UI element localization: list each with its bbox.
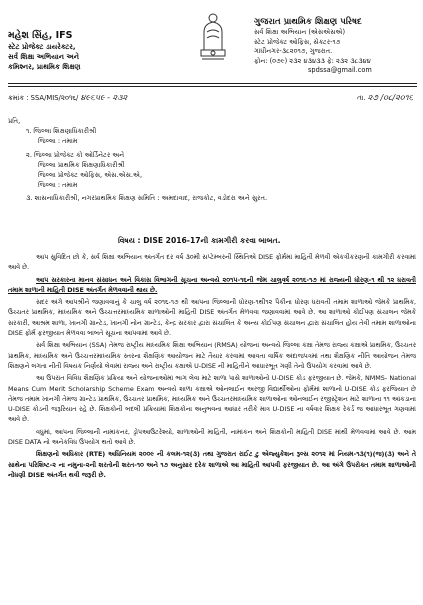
body-paragraph-rte: શિક્ષણનો અધિકાર (RTE) અધિનિયમ ૨૦૦૯ ની કલમ-૧૨(૩) તથા ગુજરાત રાઈટ ટુ એજ્યુકેશન રૂલ્સ ૨૦૧૨ માં નિયમ-૧૩(૧)(જ)(૩) અને તે સાથેના પરિશિષ્ટ-૨ ના નમુના-૨ની શરતોની શરત-૧૦ અને ૧૭ અનુસાર દરેક શાળાએ આ માહિતી આપવી ફરજીયાત છે. આ અંગે ઉપરોક્ત તમામ શાળાઓની નોંધણી DISE અંતર્ગત થવી જરૂરી છે. <box>8 450 416 479</box>
body-paragraph: વધુમાં, આપના જિલ્લાની નામાંકનર, ડ્રોપઆઉટરેશ્યો, શાળાઓની માહિતી, નામાંકન અને શિક્ષકોની માહિતી DISE માંથી મેળવવામાં આવે છે. આમ DISE DATA નો અનેકવિધ ઉપયોગ થતો આવે છે. <box>8 427 416 447</box>
subject-line: વિષય : DISE 2016-17ની કામગીરી કરવા બાબત. <box>118 236 281 245</box>
officer-name: મહેશ સિંહ, IFS <box>8 30 73 41</box>
ref-number-handwritten: ૪૯૬૫૯ - ૨૩૨ <box>80 93 128 102</box>
address-line-3: ગાંધીનગર-૩૮૨૦૧૭, ગુજરાત. <box>254 47 333 56</box>
header-divider <box>8 83 417 84</box>
recipient-line: જિલ્લા : તમામ <box>38 137 78 146</box>
recipients <box>8 116 418 204</box>
reference-line <box>8 92 413 104</box>
recipients-heading: પ્રતિ, <box>8 117 21 125</box>
officer-designation-2: સર્વ શિક્ષા અભિયાન અને <box>8 53 79 61</box>
recipient-line: જિલ્લા : તમામ <box>38 181 78 190</box>
body-paragraph: સર્વ શિક્ષા અભિયાન (SSA) તેમજ રાષ્ટ્રીય માધ્યમિક શિક્ષા અભિયાન (RMSA) યોજના અન્વયે જિલ્લા કક્ષા તેમજ રાજ્ય કક્ષાએ પ્રાથમિક, ઉચ્ચતર પ્રાથમિક, માધ્યમિક અને ઉચ્ચત્તરમાધ્યમિક સ્તરના શૈક્ષણિક આયોજન માટે તૈયાર કરવામાં આવતા વાર્ષિક અંદાજપત્રમાં તથા શૈક્ષણિક નીતિ આયોજન તેમજ શિક્ષણને લગતા નીતી વિષયક નિર્ણયો લેવામાં રાજ્ય અને રાષ્ટ્રીય કક્ષાએ U-DISE ની માહિતીને આધારભૂત ગણી તેનો ઉપયોગ કરવામાં આવે છે. <box>8 341 416 370</box>
recipient-line: ૩. શાસનાધિકારીશ્રી, નગરપ્રાથમિક શિક્ષણ સમિતિ : અમદાવાદ, રાજકોટ, વડોદરા અને સુરત. <box>26 194 268 203</box>
recipient-line: જિલ્લા પ્રોજેક્ટ ઓફિસ, એસ.એસ.એ, <box>38 171 143 180</box>
address-line-2: સ્ટેટ પ્રોજેક્ટ ઓફિસ, સેક્ટર-૧૭ <box>254 37 341 46</box>
recipient-line: ૧. જિલ્લા શિક્ષણાધિકારીશ્રી <box>26 127 97 136</box>
council-name: ગુજરાત પ્રાથમિક શિક્ષણ પરિષદ <box>254 17 362 27</box>
state-emblem-icon <box>196 10 230 62</box>
officer-designation-3: કમિશ્નર, પ્રાથમિક શિક્ષણ <box>8 63 81 71</box>
body-paragraph: આપ સુવિદિત છો કે, સર્વ શિક્ષા અભિયાન અંતર્ગત દર વર્ષ ૩૦મી સપ્ટેમ્બરની સ્થિતિએ DISE ફોર્મમાં માહિતી મેળવી એકત્રીકરણની કામગીરી કરવામાં આવે છે. <box>8 253 416 272</box>
body-paragraph: આ ઉપરાંત વિવિધ શૈક્ષણિક પ્રક્રિયા અને યોજનાઓમાં ભાગ લેવા માટે શાળા પાસે શાળાઓનો U-DISE કોડ ફરજીયાત છે. જેમકે, NMMS- National Means Cum Merit Scholarship Scheme Exam અન્વયે શાળા કક્ષાએ ઓનલાઈન અરજી વિદ્યાર્થીઓના ફોર્મમાં શાળાનો U-DISE કોડ ફરજિયાત છે તેમજ તમામ ખાનગી તેમજ ગ્રાન્ટેડ પ્રાથમિક, ઉચ્ચતર પ્રાથમિક, માધ્યમિક અને ઉચ્ચતરમાધ્યમિક શાળાઓના ઓનલાઈન રજીસ્ટ્રેશન માટે શાળાના ૧૧ આંકડાના U-DISE કોડની જરૂરિયાત રહે છે. શિક્ષકોની બદલી પ્રક્રિયામાં શિક્ષકોના અનુભવના આધાર તરીકે માત્ર U-DISE ના વર્ષવાર શિક્ષક રેકર્ડ જ આધારભૂત ગણવામાં આવે છે. <box>8 374 416 424</box>
letter-date <box>357 92 413 104</box>
body-paragraph: સદર અંગે આપશ્રીને જણાવવાનું કે ચાલુ વર્ષ ૨૦૧૬-૧૭ થી આપના જિલ્લાની ધોરણ-૧થી૧૨ પૈકીના ધોરણ ધરાવતી તમામ શાળાઓ જેમકે પ્રાથમિક, ઉચ્ચતર પ્રાથમિક, માધ્યમિક અને ઉચ્ચત્તરમાધ્યમિક શાળાઓની માહિતી DISE અંતર્ગત મેળવવા જણાવવામાં આવે છે. આ શાળાઓ કોઈપણ સંચાલન જેમકે સરકારી, આશ્રમ શાળા, ખાનગી ગ્રાન્ટેડ, ખાનગી નોન ગ્રાન્ટેડ, કેન્દ્ર સરકાર દ્વારા સંચાલિત કે અન્ય કોઈપણ સંચાલન દ્વારા સંચાલિત હોય તેવી તમામ શાળાઓના DISE ફોર્મ ફરજીયાત મેળવવા બાબતે સૂચના આપવામાં આવે છે. <box>8 298 417 338</box>
header-divider-thin <box>8 86 417 87</box>
date-value-handwritten: ૨૭ /૦૮/૨૦૧૬ <box>367 93 413 102</box>
date-label: તા. <box>357 94 366 102</box>
officer-block <box>8 30 158 72</box>
body-paragraph-emphasis: આપ સરકારના માનવ સંસાધન અને વિકાસ વિભાગની સૂચના અન્વયે ૨૦૧૫-૧૬ની જેમ ચાલુવર્ષ ૨૦૧૬-૧૭ માં રાજ્યની ધોરણ-૧ થી ૧૨ ધરાવતી તમામ શાળાની માહિતી DISE અંતર્ગત મેળવવાની થાય છે. <box>8 275 416 294</box>
letter-body <box>8 252 416 482</box>
ref-number-label: ક્રમાંક : SSA/MIS/૨૦૧૬/ <box>8 94 79 102</box>
address-line-1: સર્વ શિક્ષા અભિયાન (એસએસએ) <box>254 28 346 36</box>
council-block <box>254 16 420 76</box>
officer-designation-1: સ્ટેટ પ્રોજેક્ટ ડાયરેક્ટર, <box>8 43 76 51</box>
phone-fax: ફોન: (૦૭૯) ૨૩૨ ૪૩૪૩૩ ફે: ૨૩૨ ૩૮૩૪૪ <box>254 56 371 65</box>
recipient-line: ૨. જિલ્લા પ્રોજેક્ટ કો ઓર્ડિનેટર અને <box>26 150 125 159</box>
recipient-line: જિલ્લા પ્રાથમિક શિક્ષણાધિકારીશ્રી <box>38 160 125 169</box>
email-address: spdssa@gmail.com <box>308 66 372 75</box>
